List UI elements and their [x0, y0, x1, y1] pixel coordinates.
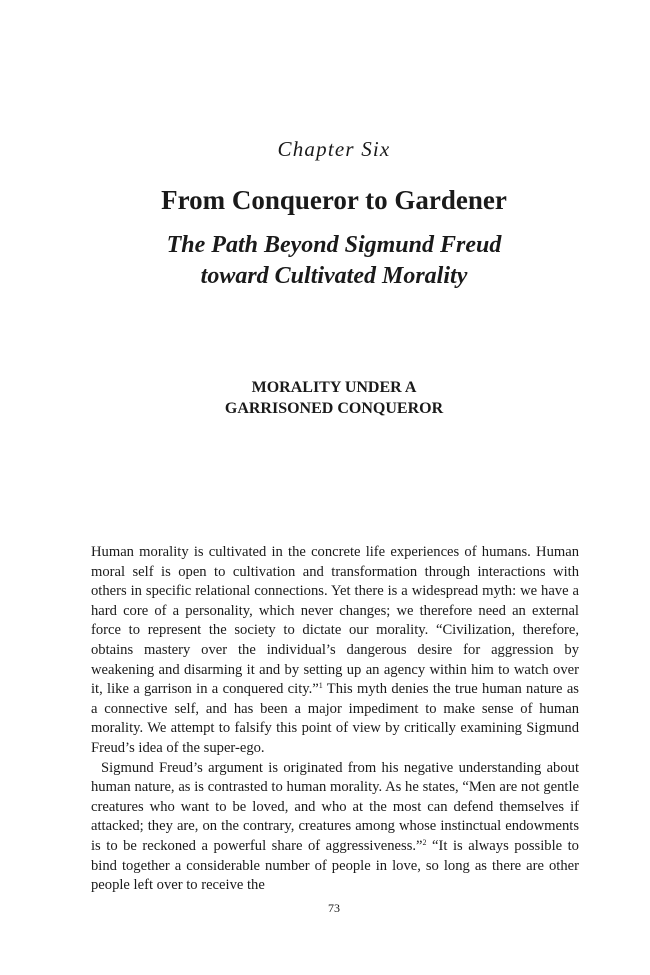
paragraph — [91, 543, 579, 759]
paragraph-text: Sigmund Freud’s argument is originated from his negative understanding about human nature, as is contrasted to human morality. As he states, “Men are not gentle creatures who want to be loved, and who at the most can defend themselves if attacked; they are, on the contrary, creatures among whose instinctual endowments is to be reckoned a powerful share of aggressiveness.” — [91, 759, 579, 854]
footnote-marker: 1 — [318, 681, 323, 691]
paragraph — [91, 759, 579, 896]
paragraph-text: This myth denies the true human nature as a connective self, and has been a major impediment to make sense of human morality. We attempt to falsify this point of view by critically examining Sigmund Freud’s idea of the super-ego. — [91, 681, 579, 756]
subtitle-line: The Path Beyond Sigmund Freud — [166, 232, 502, 258]
chapter-title: From Conqueror to Gardener — [161, 185, 507, 215]
page-number: 73 — [328, 901, 340, 915]
paragraph-text: Human morality is cultivated in the concrete life experiences of humans. Human moral self is open to cultivation and transformation through interactions with others in specific relational connections. Yet there is a widespread myth: we have a hard core of a personality, which never changes; we therefore need an external force to represent the society to dictate our morality. “Civilization, therefore, obtains mastery over the individual’s dangerous desire for aggression by weakening and disarming it and by setting up an agency within him to watch over it, like a garrison in a conquered city.” — [91, 544, 579, 698]
footnote-marker: 2 — [422, 837, 427, 847]
chapter-subtitle — [0, 230, 650, 292]
body-text — [91, 543, 579, 896]
section-heading-line: MORALITY UNDER A — [251, 379, 417, 396]
chapter-number: Chapter Six — [277, 137, 391, 161]
section-heading — [0, 377, 650, 419]
subtitle-line: toward Cultivated Morality — [200, 263, 468, 289]
paragraph-text: “It is always possible to bind together a considerable number of people in love, so long as there are other people left over to receive the — [91, 837, 579, 894]
section-heading-line: GARRISONED CONQUEROR — [224, 400, 444, 417]
